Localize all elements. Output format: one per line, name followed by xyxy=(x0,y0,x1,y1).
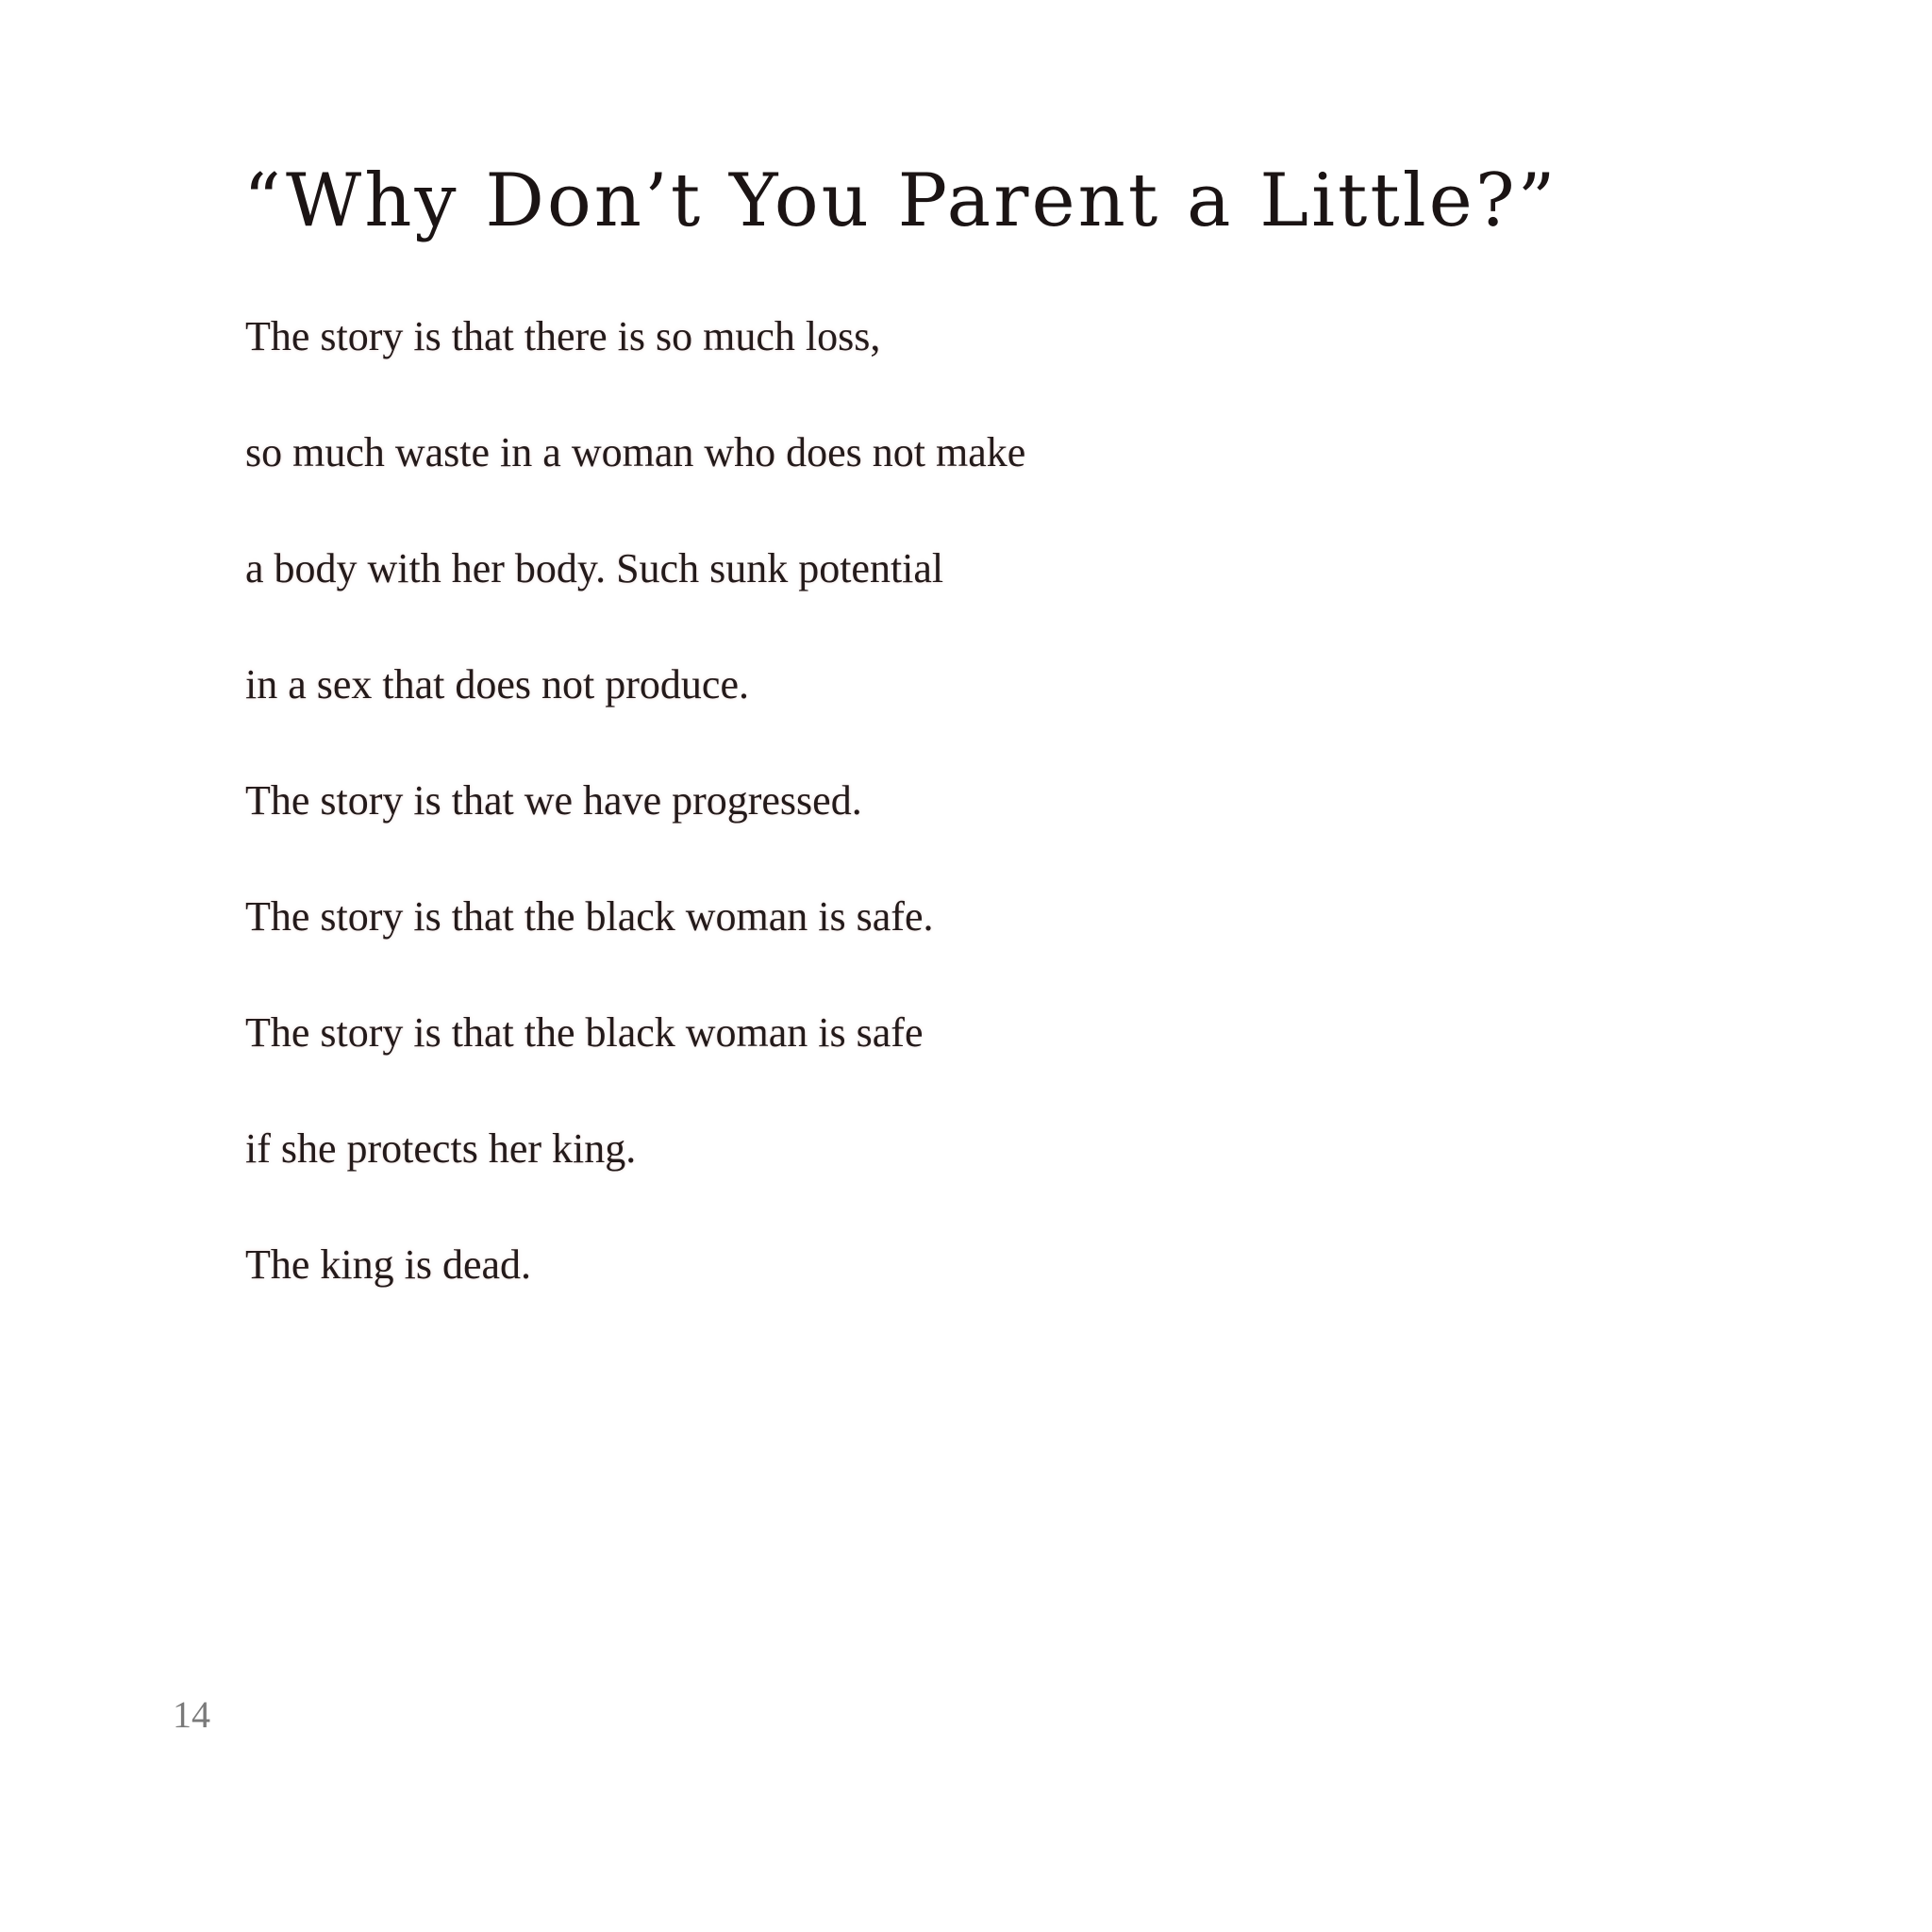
poem-line: The story is that there is so much loss, xyxy=(245,313,881,359)
poem-line: a body with her body. Such sunk potential xyxy=(245,545,944,591)
page-number: 14 xyxy=(173,1693,210,1736)
poem-line: so much waste in a woman who does not make xyxy=(245,429,1026,475)
poem-title: “Why Don’t You Parent a Little?” xyxy=(243,158,1558,243)
poem-body xyxy=(245,304,1025,1348)
poem-line: The king is dead. xyxy=(245,1241,532,1288)
poem-line: in a sex that does not produce. xyxy=(245,661,749,708)
poem-line: The story is that the black woman is safe. xyxy=(245,893,934,940)
poem-line: The story is that we have progressed. xyxy=(245,777,862,824)
poem-line: if she protects her king. xyxy=(245,1125,637,1172)
poem-line: The story is that the black woman is safe xyxy=(245,1009,924,1056)
